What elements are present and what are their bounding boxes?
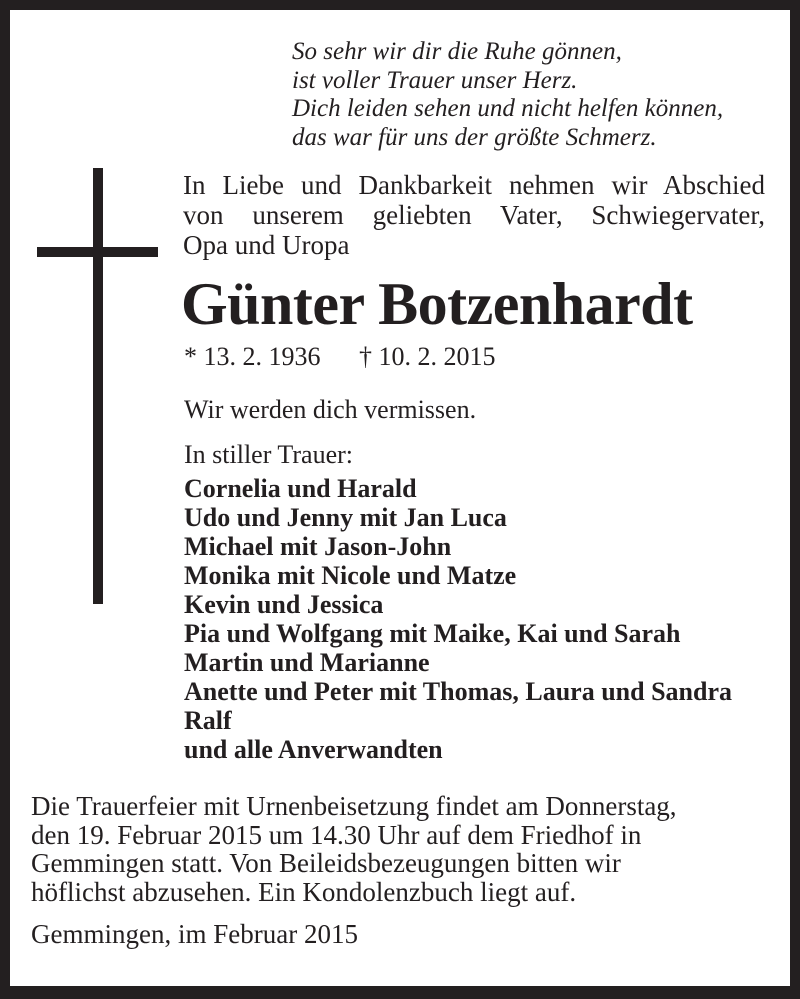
mourner-line: Ralf bbox=[184, 706, 232, 735]
deceased-name: Günter Botzenhardt bbox=[181, 271, 693, 337]
funeral-line: Die Trauerfeier mit Urnenbeisetzung findet am Donnerstag, bbox=[31, 791, 677, 821]
mourner-line: Anette und Peter mit Thomas, Laura und Sandra bbox=[184, 677, 732, 706]
mourners-list bbox=[184, 474, 732, 764]
poem-line: Dich leiden sehen und nicht helfen können, bbox=[292, 95, 724, 122]
mourner-line: Udo und Jenny mit Jan Luca bbox=[184, 503, 507, 532]
birth-date: * 13. 2. 1936 bbox=[184, 342, 321, 371]
memorial-cross-horizontal-bar bbox=[37, 247, 158, 257]
death-date: † 10. 2. 2015 bbox=[359, 342, 496, 371]
mourner-line: Pia und Wolfgang mit Maike, Kai und Sarah bbox=[184, 619, 681, 648]
poem-line: So sehr wir dir die Ruhe gönnen, bbox=[292, 38, 622, 65]
memorial-poem bbox=[292, 38, 723, 152]
mourner-line: und alle Anverwandten bbox=[184, 735, 443, 764]
funeral-line: den 19. Februar 2015 um 14.30 Uhr auf dem Friedhof in bbox=[31, 819, 642, 850]
place-and-date: Gemmingen, im Februar 2015 bbox=[31, 919, 358, 949]
life-dates bbox=[184, 342, 496, 372]
mourner-line: Kevin und Jessica bbox=[184, 590, 384, 619]
memorial-cross-vertical-bar bbox=[93, 168, 103, 604]
poem-line: ist voller Trauer unser Herz. bbox=[292, 66, 578, 94]
mourner-line: Cornelia und Harald bbox=[184, 474, 417, 503]
intro-line: Opa und Uropa bbox=[183, 230, 350, 260]
intro-line: von unserem geliebten Vater, Schwiegervater, bbox=[183, 200, 765, 230]
farewell-line: Wir werden dich vermissen. bbox=[184, 395, 477, 424]
mourner-line: Martin und Marianne bbox=[184, 648, 430, 677]
funeral-line: höflichst abzusehen. Ein Kondolenzbuch liegt auf. bbox=[31, 876, 577, 907]
intro-line: In Liebe und Dankbarkeit nehmen wir Abschied bbox=[183, 170, 765, 200]
poem-line: das war für uns der größte Schmerz. bbox=[292, 123, 657, 151]
farewell-intro-paragraph bbox=[183, 170, 765, 260]
mourner-line: Michael mit Jason-John bbox=[184, 532, 452, 561]
funeral-details-paragraph bbox=[31, 792, 677, 906]
mourner-line: Monika mit Nicole und Matze bbox=[184, 561, 517, 590]
mourning-header: In stiller Trauer: bbox=[184, 440, 353, 469]
funeral-line: Gemmingen statt. Von Beileidsbezeugungen bitten wir bbox=[31, 848, 621, 878]
